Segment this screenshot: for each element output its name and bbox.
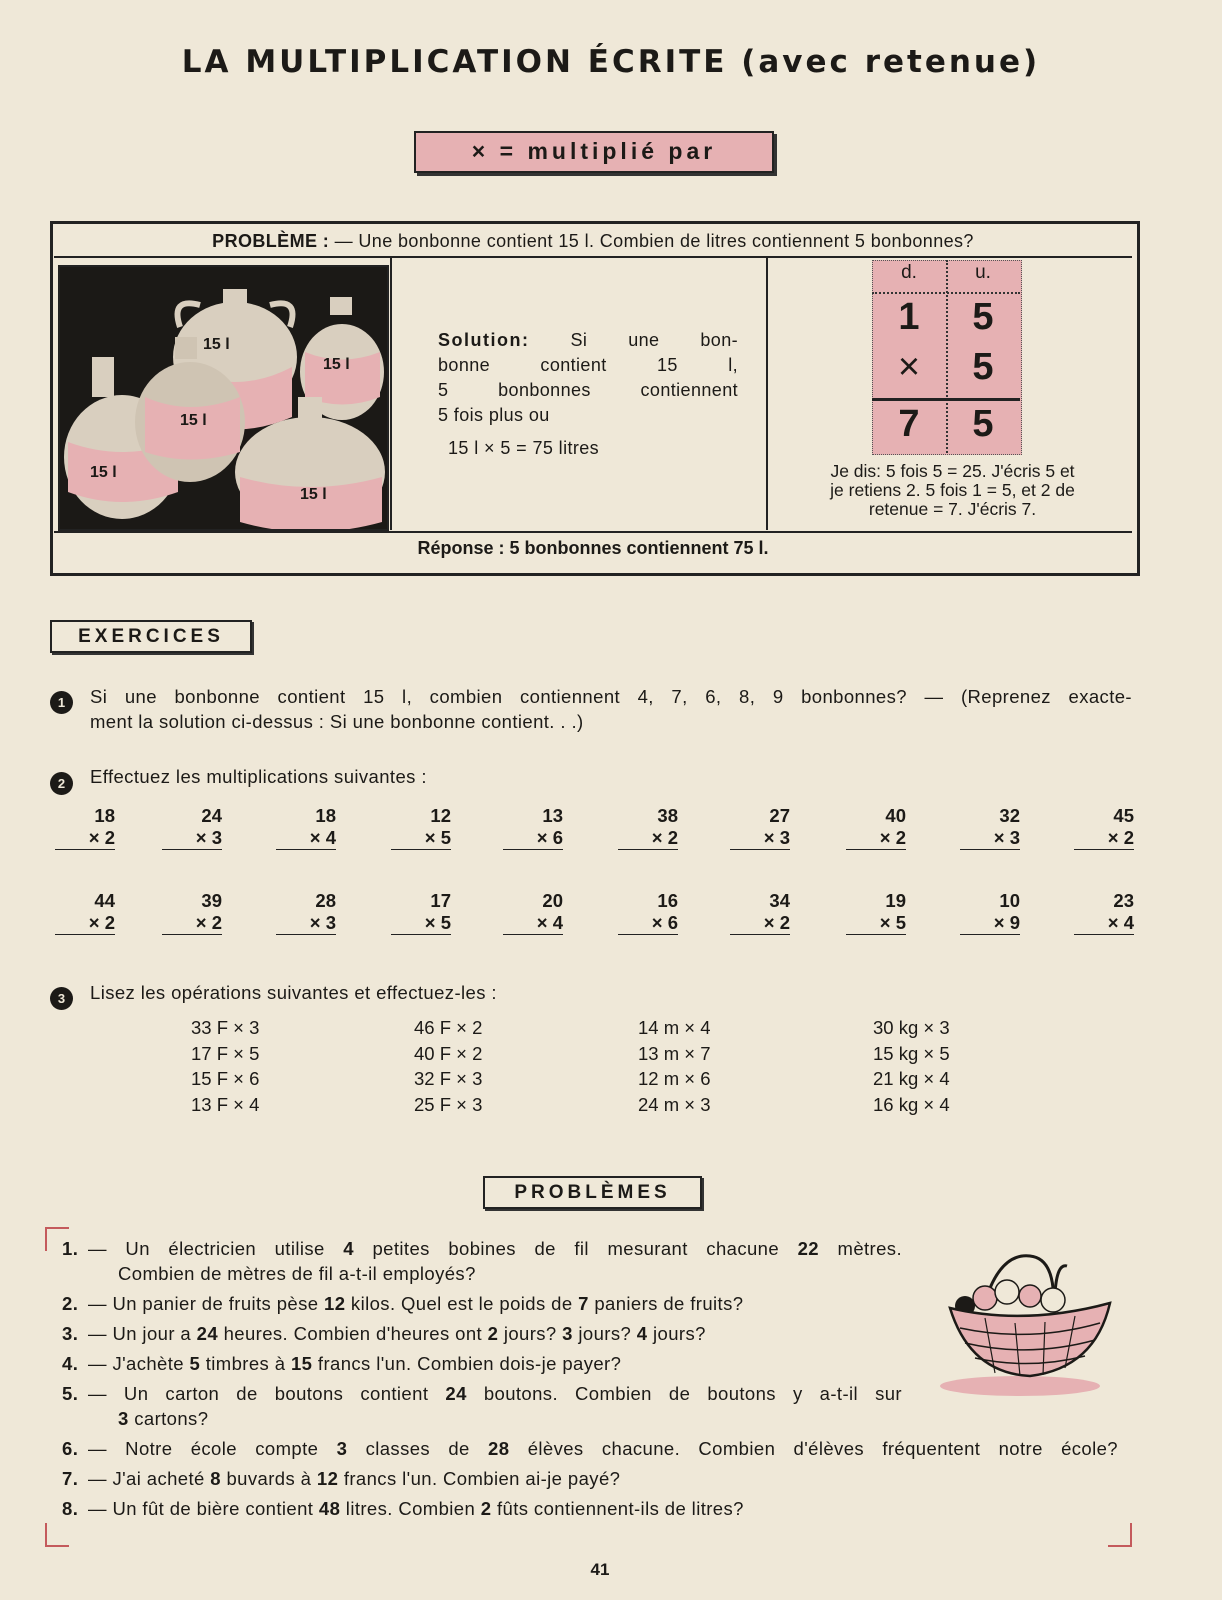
problem-item bbox=[62, 1466, 1122, 1491]
multiplier: × 2 bbox=[618, 827, 678, 850]
multiplicand: 32 bbox=[999, 805, 1020, 826]
problem-number: 1. bbox=[62, 1238, 79, 1259]
problem-number: 8. bbox=[62, 1498, 79, 1519]
problem-number: 2. bbox=[62, 1293, 79, 1314]
multiplier: × 2 bbox=[55, 912, 115, 935]
multiplication-item bbox=[503, 805, 563, 850]
multiplication-item bbox=[730, 805, 790, 850]
operations-column bbox=[414, 1015, 574, 1117]
operation-item: 24 m × 3 bbox=[638, 1093, 711, 1115]
multiplicand: 40 bbox=[885, 805, 906, 826]
grid-multiply-sign: × bbox=[897, 346, 921, 388]
operation-item: 13 m × 7 bbox=[638, 1042, 711, 1064]
problem-header bbox=[54, 226, 1132, 258]
solution-equation: 15 l × 5 = 75 litres bbox=[448, 438, 600, 458]
grid-header-units: u. bbox=[975, 262, 991, 283]
multiplier: × 4 bbox=[276, 827, 336, 850]
problems-heading: PROBLÈMES bbox=[483, 1176, 702, 1209]
grid-digit: 7 bbox=[898, 403, 920, 445]
problem-text: — J'ai acheté 8 buvards à 12 francs l'un. Combien ai-je payé? bbox=[88, 1468, 621, 1489]
problem-text: — Notre école compte 3 classes de 28 élèves chacune. Combien d'élèves fréquentent notre école? bbox=[88, 1438, 1118, 1459]
multiplication-item bbox=[618, 890, 678, 935]
multiplicand: 24 bbox=[201, 805, 222, 826]
explanation-line: retenue = 7. J'écris 7. bbox=[868, 499, 1037, 519]
multiplier: × 2 bbox=[1074, 827, 1134, 850]
multiplier: × 3 bbox=[162, 827, 222, 850]
multiplier: × 3 bbox=[730, 827, 790, 850]
multiplication-item bbox=[162, 890, 222, 935]
exercise-number-badge: 2 bbox=[50, 772, 73, 795]
calculation-explanation bbox=[775, 462, 1130, 519]
problem-text: — Un carton de boutons contient 24 boutons. Combien de boutons y a-t-il sur bbox=[88, 1383, 902, 1404]
answer-divider bbox=[54, 531, 1132, 533]
solution-line: 5 fois plus ou bbox=[438, 405, 550, 425]
multiply-sign-definition: × = multiplié par bbox=[414, 131, 774, 173]
problem-number: 5. bbox=[62, 1383, 79, 1404]
solution-line: 5 bonbonnes contiennent bbox=[438, 380, 738, 400]
jar-label: 15 l bbox=[323, 356, 350, 373]
column-divider bbox=[766, 258, 768, 530]
operation-item: 40 F × 2 bbox=[414, 1042, 483, 1064]
multiplicand: 23 bbox=[1113, 890, 1134, 911]
jar-label: 15 l bbox=[180, 412, 207, 429]
problem-text: Combien de mètres de fil a-t-il employés? bbox=[118, 1263, 476, 1284]
answer-label: Réponse : bbox=[417, 538, 505, 558]
grid-digit: 5 bbox=[972, 403, 994, 445]
problem-text: — J'achète 5 timbres à 15 francs l'un. Combien dois-je payer? bbox=[88, 1353, 622, 1374]
problem-text: — Un jour a 24 heures. Combien d'heures ont 2 jours? 3 jours? 4 jours? bbox=[88, 1323, 706, 1344]
exercise-number-badge: 1 bbox=[50, 691, 73, 714]
exercise-1-line: ment la solution ci-dessus : Si une bonbonne contient. . .) bbox=[90, 711, 584, 732]
multiplier: × 3 bbox=[276, 912, 336, 935]
jar-label: 15 l bbox=[300, 486, 327, 503]
multiplication-item bbox=[960, 805, 1020, 850]
operation-item: 14 m × 4 bbox=[638, 1017, 711, 1038]
operations-column bbox=[638, 1015, 818, 1117]
problem-text: — Un fût de bière contient 48 litres. Combien 2 fûts contiennent-ils de litres? bbox=[88, 1498, 744, 1519]
multiplication-item bbox=[55, 805, 115, 850]
operation-item: 25 F × 3 bbox=[414, 1093, 483, 1115]
problem-statement: — Une bonbonne contient 15 l. Combien de litres contiennent 5 bonbonnes? bbox=[334, 231, 974, 251]
multiplication-item bbox=[960, 890, 1020, 935]
operation-item: 13 F × 4 bbox=[191, 1093, 260, 1115]
multiplication-item bbox=[55, 890, 115, 935]
answer bbox=[54, 538, 1132, 559]
multiplication-item bbox=[391, 805, 451, 850]
multiplier: × 2 bbox=[730, 912, 790, 935]
grid-digit: 1 bbox=[898, 296, 920, 338]
multiplication-item bbox=[503, 890, 563, 935]
operation-item: 15 kg × 5 bbox=[873, 1042, 950, 1064]
grid-divider bbox=[872, 292, 1020, 294]
exercises-heading: EXERCICES bbox=[50, 620, 252, 653]
multiplicand: 39 bbox=[201, 890, 222, 911]
multiplicand: 17 bbox=[430, 890, 451, 911]
multiplier: × 6 bbox=[618, 912, 678, 935]
result-rule bbox=[872, 398, 1020, 401]
multiplier: × 6 bbox=[503, 827, 563, 850]
operations-column bbox=[191, 1015, 351, 1117]
multiplicand: 27 bbox=[769, 805, 790, 826]
exercise-2-instruction: Effectuez les multiplications suivantes : bbox=[90, 766, 427, 787]
problem-text: 3 cartons? bbox=[118, 1408, 209, 1429]
bonbonnes-drawing bbox=[60, 267, 387, 529]
multiplicand: 18 bbox=[315, 805, 336, 826]
multiplier: × 2 bbox=[55, 827, 115, 850]
multiplicand: 18 bbox=[94, 805, 115, 826]
grid-header-tens: d. bbox=[901, 262, 917, 283]
operations-column bbox=[873, 1015, 1053, 1117]
operation-item: 12 m × 6 bbox=[638, 1068, 711, 1089]
multiplication-item bbox=[730, 890, 790, 935]
answer-text: 5 bonbonnes contiennent 75 l. bbox=[509, 538, 769, 558]
multiplier: × 4 bbox=[503, 912, 563, 935]
operation-item: 15 F × 6 bbox=[191, 1068, 260, 1089]
exercise-1-line: Si une bonbonne contient 15 l, combien contiennent 4, 7, 6, 8, 9 bonbonnes? — (Reprenez exacte- bbox=[90, 686, 1132, 707]
grid-digit: 5 bbox=[972, 346, 994, 388]
multiplication-item bbox=[276, 890, 336, 935]
multiplication-item bbox=[846, 890, 906, 935]
jar-label: 15 l bbox=[203, 336, 230, 353]
problem-number: 3. bbox=[62, 1323, 79, 1344]
multiplication-item bbox=[391, 890, 451, 935]
problem-number: 7. bbox=[62, 1468, 79, 1489]
multiplication-item bbox=[846, 805, 906, 850]
multiplicand: 34 bbox=[769, 890, 790, 911]
multiplication-item bbox=[276, 805, 336, 850]
multiplication-item bbox=[1074, 805, 1134, 850]
multiplier: × 4 bbox=[1074, 912, 1134, 935]
multiplicand: 28 bbox=[315, 890, 336, 911]
solution-text bbox=[438, 328, 738, 461]
multiplicand: 13 bbox=[542, 805, 563, 826]
multiplicand: 44 bbox=[94, 890, 115, 911]
fruit-basket-illustration bbox=[935, 1248, 1125, 1398]
problem-item bbox=[62, 1496, 1122, 1521]
operation-item: 16 kg × 4 bbox=[873, 1093, 950, 1115]
exercise-3-instruction: Lisez les opérations suivantes et effectuez-les : bbox=[90, 982, 497, 1003]
explanation-line: je retiens 2. 5 fois 1 = 5, et 2 de bbox=[830, 480, 1075, 500]
problem-text: — Un panier de fruits pèse 12 kilos. Quel est le poids de 7 paniers de fruits? bbox=[88, 1293, 744, 1314]
jar-label: 15 l bbox=[90, 464, 117, 481]
bonbonnes-illustration bbox=[58, 265, 389, 531]
problem-number: 4. bbox=[62, 1353, 79, 1374]
multiplicand: 12 bbox=[430, 805, 451, 826]
solution-line: Si une bon- bbox=[570, 330, 738, 350]
multiplier: × 3 bbox=[960, 827, 1020, 850]
multiplier: × 2 bbox=[162, 912, 222, 935]
multiplication-item bbox=[1074, 890, 1134, 935]
multiplication-item bbox=[162, 805, 222, 850]
multiplicand: 20 bbox=[542, 890, 563, 911]
basket-drawing bbox=[935, 1248, 1125, 1398]
column-divider bbox=[390, 258, 392, 530]
multiplier: × 2 bbox=[846, 827, 906, 850]
problem-label: PROBLÈME : bbox=[212, 231, 330, 251]
solution-line: bonne contient 15 l, bbox=[438, 355, 738, 375]
multiplier: × 5 bbox=[391, 827, 451, 850]
multiplicand: 10 bbox=[999, 890, 1020, 911]
multiplicand: 16 bbox=[657, 890, 678, 911]
operation-item: 32 F × 3 bbox=[414, 1068, 483, 1089]
exercise-number-badge: 3 bbox=[50, 987, 73, 1010]
operation-item: 30 kg × 3 bbox=[873, 1017, 950, 1038]
multiplication-item bbox=[618, 805, 678, 850]
operation-item: 21 kg × 4 bbox=[873, 1068, 950, 1089]
multiplier: × 5 bbox=[391, 912, 451, 935]
operation-item: 33 F × 3 bbox=[191, 1017, 260, 1038]
problem-item bbox=[62, 1436, 1122, 1461]
solution-label: Solution: bbox=[438, 330, 530, 350]
multiplicand: 38 bbox=[657, 805, 678, 826]
multiplier: × 9 bbox=[960, 912, 1020, 935]
multiplier: × 5 bbox=[846, 912, 906, 935]
operation-item: 46 F × 2 bbox=[414, 1017, 483, 1038]
explanation-line: Je dis: 5 fois 5 = 25. J'écris 5 et bbox=[830, 461, 1075, 481]
grid-digit: 5 bbox=[972, 296, 994, 338]
operation-item: 17 F × 5 bbox=[191, 1042, 260, 1064]
problem-number: 6. bbox=[62, 1438, 79, 1459]
multiplicand: 45 bbox=[1113, 805, 1134, 826]
page-number: 41 bbox=[590, 1560, 610, 1579]
problem-text: — Un électricien utilise 4 petites bobines de fil mesurant chacune 22 mètres. bbox=[88, 1238, 902, 1259]
multiplicand: 19 bbox=[885, 890, 906, 911]
page-title: LA MULTIPLICATION ÉCRITE (avec retenue) bbox=[181, 44, 1041, 80]
